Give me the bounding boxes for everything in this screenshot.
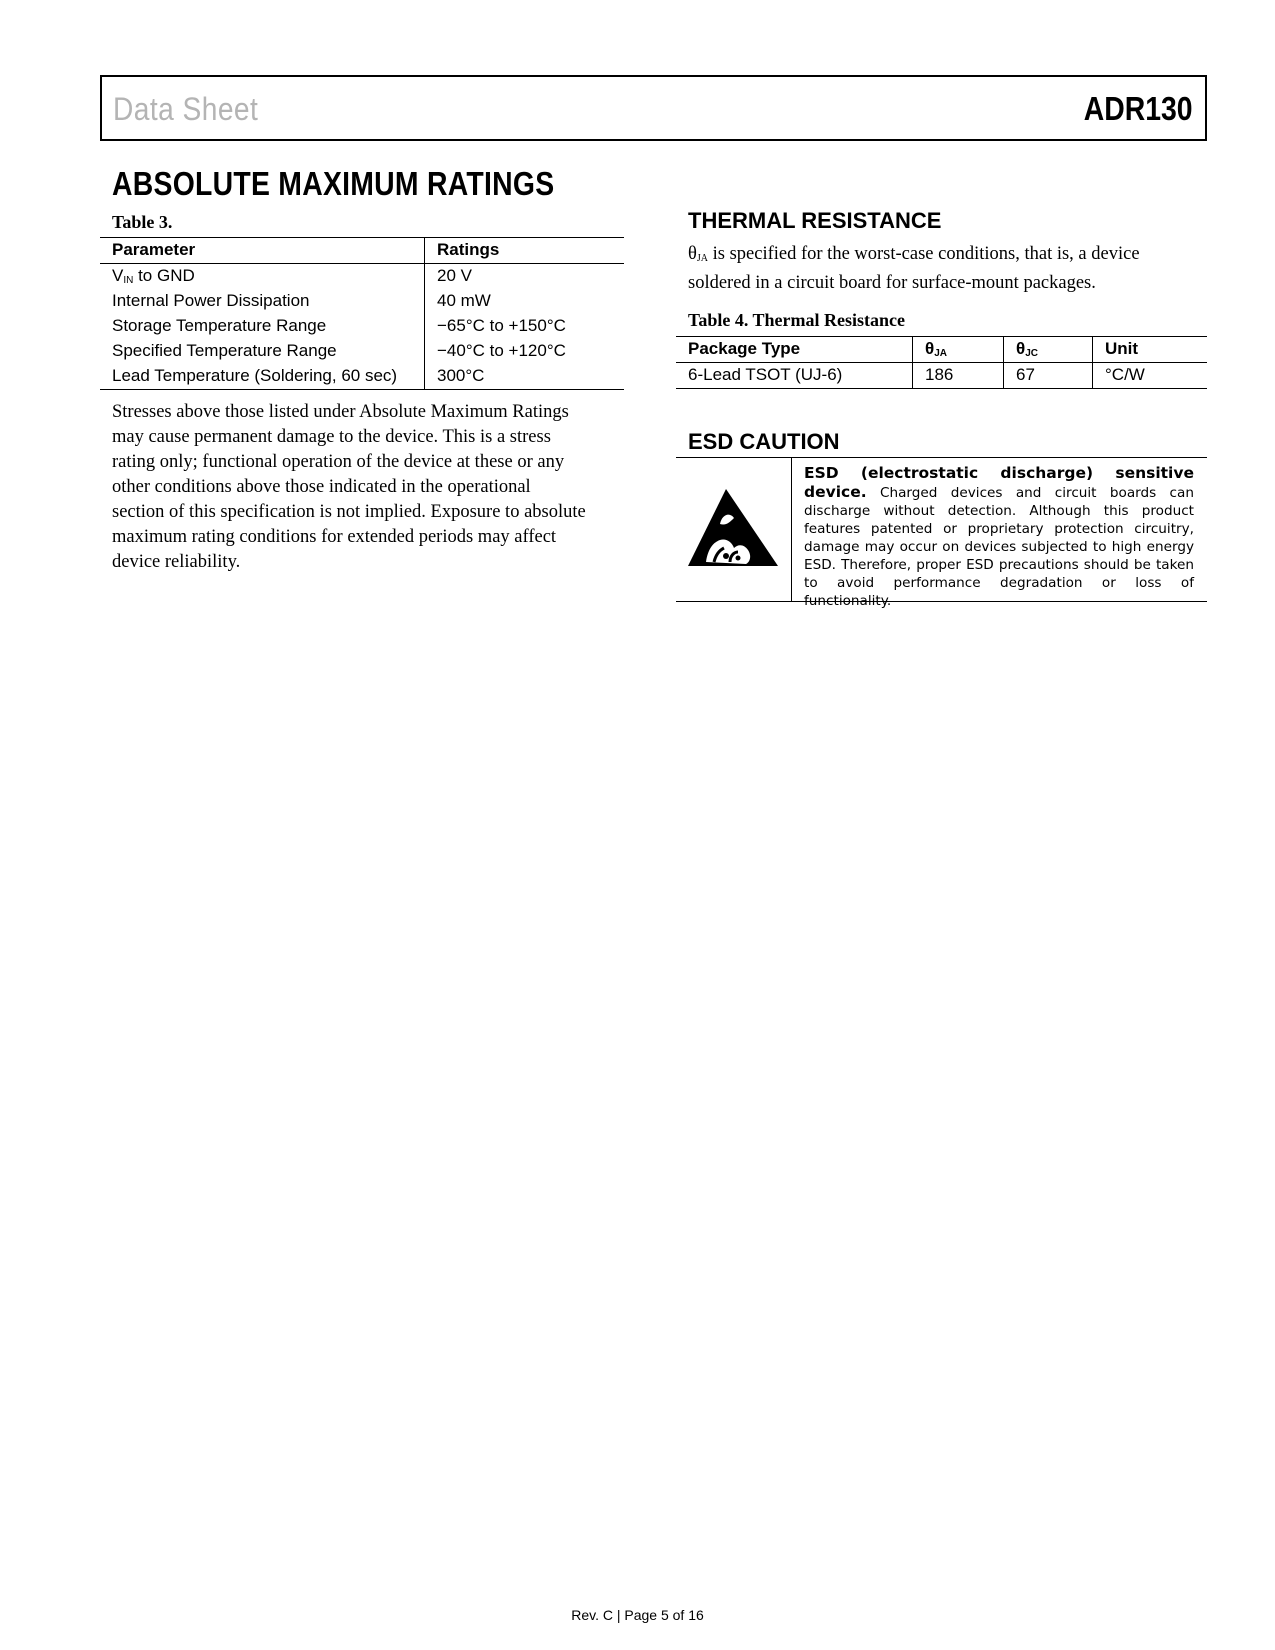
thermal-line-1-text: is specified for the worst-case conditions, that is, a device	[708, 244, 1140, 264]
header-subscript: JC	[1025, 348, 1038, 359]
column-header-ratings: Ratings	[425, 238, 625, 264]
header-subscript: JA	[934, 348, 947, 359]
theta-ja-cell: 186	[913, 363, 1004, 389]
table-row	[100, 289, 624, 314]
thermal-line-1	[688, 242, 1208, 271]
esd-sensitive-icon	[686, 484, 780, 570]
rating-cell: −65°C to +150°C	[425, 314, 625, 339]
header-text: θ	[1016, 339, 1026, 358]
table-row	[100, 364, 624, 390]
column-header-unit	[1093, 337, 1208, 363]
esd-text	[804, 464, 1194, 610]
note-line: rating only; functional operation of the device at these or any	[112, 452, 565, 472]
table-row	[676, 363, 1207, 389]
page-header	[100, 75, 1207, 141]
header-doc-type: Data Sheet	[113, 91, 259, 127]
rating-cell: 300°C	[425, 364, 625, 390]
theta-jc-cell: 67	[1004, 363, 1093, 389]
param-cell: Internal Power Dissipation	[112, 291, 310, 310]
header-text: θ	[925, 339, 935, 358]
note-line: Stresses above those listed under Absolute Maximum Ratings	[112, 402, 569, 422]
thermal-paragraph	[688, 242, 1208, 296]
column-header-theta-jc	[1004, 337, 1093, 363]
header-part-number: ADR130	[1084, 90, 1193, 127]
param-cell: Specified Temperature Range	[112, 341, 337, 360]
note-line: other conditions above those indicated in the operational	[112, 477, 531, 497]
abs-max-table	[100, 237, 624, 390]
abs-max-note	[112, 400, 632, 575]
param-cell	[100, 264, 425, 290]
note-line: maximum rating conditions for extended periods may affect	[112, 527, 557, 547]
param-subscript: IN	[123, 275, 134, 286]
esd-bold-text: ESD (electrostatic discharge) sensitive device.	[804, 464, 1194, 501]
esd-icon-cell	[676, 458, 792, 601]
esd-body-text: Charged devices and circuit boards can discharge without detection. Although this product features patented or proprietary protection circuitry, damage may occur on devices subjected to high energy ESD. Therefore, proper ESD precautions should be taken to avoid performance degradation or loss of functionality.	[804, 485, 1194, 609]
note-line: may cause permanent damage to the device. This is a stress	[112, 427, 551, 447]
table-row	[100, 264, 624, 290]
column-header-package-type	[676, 337, 913, 363]
table-row	[100, 314, 624, 339]
rating-cell: −40°C to +120°C	[425, 339, 625, 364]
param-text: V	[112, 266, 124, 285]
thermal-line-2: soldered in a circuit board for surface-mount packages.	[688, 273, 1096, 293]
table4-caption: Table 4. Thermal Resistance	[688, 310, 906, 330]
header-text: Unit	[1105, 339, 1139, 358]
column-header-theta-ja	[913, 337, 1004, 363]
thermal-table	[676, 336, 1207, 389]
note-line: device reliability.	[112, 552, 241, 572]
rating-cell: 20 V	[425, 264, 625, 290]
rating-cell: 40 mW	[425, 289, 625, 314]
table-header-row	[100, 238, 624, 264]
note-line: section of this specification is not implied. Exposure to absolute	[112, 502, 586, 522]
header-text: Package Type	[688, 339, 801, 358]
abs-max-heading: ABSOLUTE MAXIMUM RATINGS	[112, 165, 555, 202]
esd-heading: ESD CAUTION	[688, 429, 840, 454]
column-header-parameter: Parameter	[100, 238, 425, 264]
package-cell: 6-Lead TSOT (UJ-6)	[676, 363, 913, 389]
table-header-row	[676, 337, 1207, 363]
esd-caution-box	[676, 457, 1207, 609]
thermal-heading: THERMAL RESISTANCE	[688, 208, 942, 233]
param-cell: Storage Temperature Range	[112, 316, 327, 335]
param-cell: Lead Temperature (Soldering, 60 sec)	[100, 364, 425, 390]
page-footer: Rev. C | Page 5 of 16	[571, 1607, 704, 1623]
unit-cell: °C/W	[1093, 363, 1208, 389]
param-text-rest: to GND	[133, 266, 195, 285]
table3-caption: Table 3.	[112, 212, 173, 232]
theta-symbol: θ	[688, 244, 697, 264]
table-row	[100, 339, 624, 364]
theta-subscript: JA	[696, 253, 708, 264]
